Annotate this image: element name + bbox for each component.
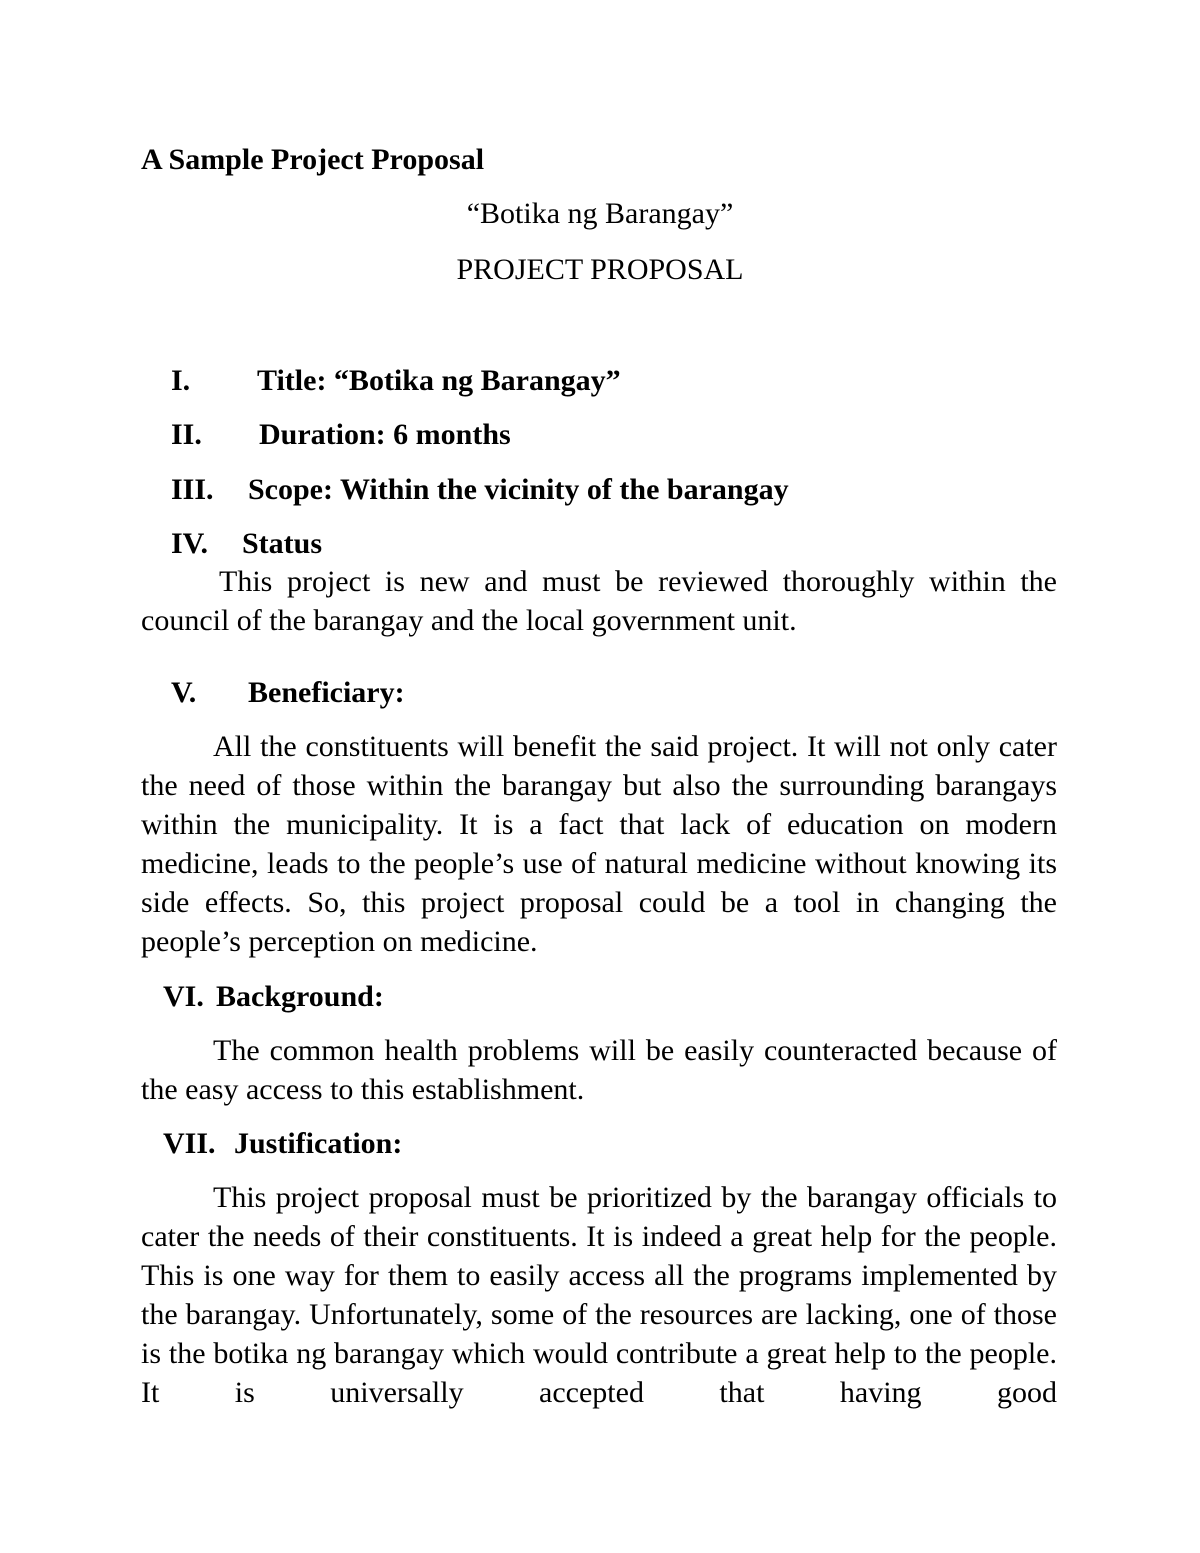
doc-heading: A Sample Project Proposal <box>141 143 485 176</box>
section-7-numeral: VII. <box>163 1127 216 1160</box>
section-3-scope: Scope: Within the vicinity of the barangay <box>248 473 789 506</box>
justification-paragraph: This project proposal must be prioritized by the barangay officials to cater the needs of their constituents. It is indeed a great help for the people. This is one way for them to easily access all the programs implemented by the barangay. Unfortunately, some of the resources are lacking, one of those is the botika ng barangay which would contribute a great help to the people. It is universally accepted that having good <box>141 1181 1057 1409</box>
section-5-beneficiary: Beneficiary: <box>248 676 405 709</box>
section-5-numeral: V. <box>171 676 197 709</box>
section-6-numeral: VI. <box>163 980 204 1013</box>
section-4-numeral: IV. <box>171 527 208 560</box>
background-paragraph: The common health problems will be easily counteracted because of the easy access to this establishment. <box>141 1034 1057 1106</box>
project-name: “Botika ng Barangay” <box>466 197 734 230</box>
status-paragraph: This project is new and must be reviewed thoroughly within the council of the barangay and the local government unit. <box>141 565 1057 637</box>
section-6-background: Background: <box>216 980 384 1013</box>
section-1-numeral: I. <box>171 364 191 397</box>
beneficiary-paragraph: All the constituents will benefit the said project. It will not only cater the need of those within the barangay but also the surrounding barangays within the municipality. It is a fact that lack of education on modern medicine, leads to the people’s use of natural medicine without knowing its side effects. So, this project proposal could be a tool in changing the people’s perception on medicine. <box>141 730 1057 958</box>
section-2-numeral: II. <box>171 418 202 451</box>
doc-type: PROJECT PROPOSAL <box>456 253 744 286</box>
section-4-status: Status <box>242 527 323 560</box>
section-3-numeral: III. <box>171 473 214 506</box>
section-2-duration: Duration: 6 months <box>259 418 511 451</box>
section-1-title: Title: “Botika ng Barangay” <box>257 364 621 397</box>
section-7-justification: Justification: <box>234 1127 403 1160</box>
